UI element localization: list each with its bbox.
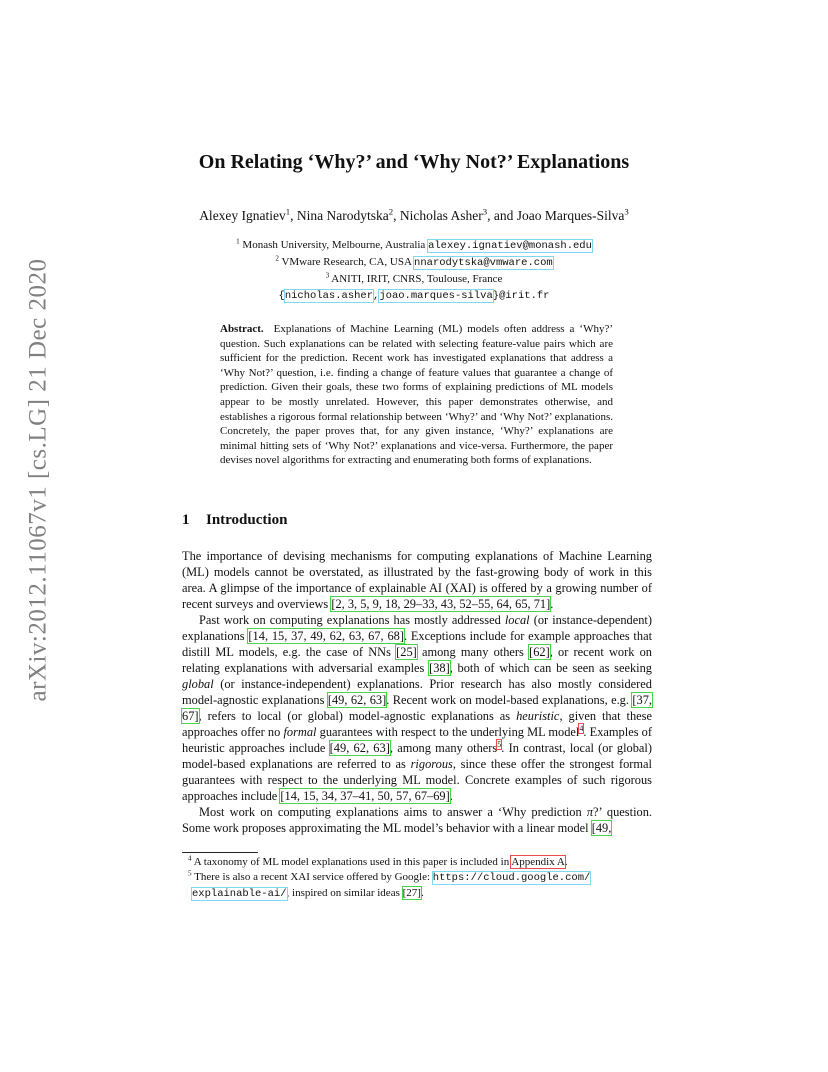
paper-title: On Relating ‘Why?’ and ‘Why Not?’ Explanations (198, 151, 630, 173)
emphasis: heuristic (516, 709, 560, 723)
section-heading (182, 512, 287, 529)
affiliation-text: Monash University, Melbourne, Australia (242, 239, 429, 251)
affiliation-3-emails (0, 287, 828, 304)
author-list: Alexey Ignatiev$^1$, Nina Narodytska$^2$, Nicholas Asher$^3$, and Joao Marques-Silva$^3$ (199, 206, 629, 223)
footnote-text: . (420, 887, 424, 899)
text-run: Past work on computing explanations has mostly addressed (199, 613, 505, 627)
affiliation-sup: 1 (236, 237, 240, 246)
citation-link[interactable]: [49, 62, 63] (327, 693, 387, 707)
author-name: Nina Narodytska (296, 208, 389, 223)
text-run: (or instance-dependent) explanations (182, 613, 652, 643)
text-run: , or recent work on relating explanations with adversarial examples (182, 645, 652, 675)
footnote-ref[interactable]: 4 (579, 723, 584, 733)
footnote-text: . (564, 856, 568, 868)
url-link[interactable]: explainable-ai/ (192, 888, 287, 900)
citation-link[interactable]: [38] (429, 661, 450, 675)
text-run: . In contrast, local (or global) model-based explanations are referred to as (182, 741, 652, 771)
citation-link[interactable]: [25] (396, 645, 417, 659)
affiliation-3 (0, 271, 828, 287)
footnote-number: 4 (188, 854, 192, 863)
body-text (182, 548, 652, 836)
email-link[interactable]: nnarodytska@vmware.com (414, 257, 553, 269)
math-symbol: π (586, 805, 594, 819)
text-run: The importance of devising mechanisms for computing explanations of Machine Learning (ML) models cannot be overstated, as illustrated by the fast-growing body of work in this area. A glimpse of the importance of explainable AI (XAI) is offered by a growing number of recent surveys and overviews (182, 549, 652, 611)
text-run: ?’ question. Some work proposes approximating the ML model’s behavior with a linear model (182, 805, 653, 835)
text-run: , refers to local (or global) model-agnostic explanations as (198, 709, 517, 723)
footnote-text: There is also a recent XAI service offered by Google: (191, 871, 433, 883)
arxiv-identifier (18, 258, 58, 702)
author-affil-sup: 3 (482, 206, 488, 217)
emphasis: global (182, 677, 214, 691)
abstract (220, 322, 613, 468)
citation-link[interactable]: [49, (591, 821, 612, 835)
text-run: . Exceptions include for example approaches that distill ML models, e.g. the case of NNs (182, 629, 653, 659)
text-run: . Recent work on model-based explanations, e.g. (386, 693, 633, 707)
text-run: . Examples of heuristic approaches include (182, 725, 652, 755)
paragraph (182, 612, 652, 804)
email-link[interactable]: joao.marques-silva (379, 290, 493, 302)
footnote-rule (182, 852, 258, 853)
text-run: , since these offer the strongest formal guarantees with respect to the underlying ML model. Concrete examples of such rigorous approaches include (182, 757, 652, 803)
citation-link[interactable]: [27] (402, 887, 421, 899)
affiliation-2 (0, 254, 828, 271)
citation-link[interactable]: [37, 67] (182, 693, 652, 723)
section-number: 1 (182, 512, 190, 528)
text-run: guarantees with respect to the underlying ML model (316, 725, 580, 739)
email-brace: { (278, 290, 285, 302)
text-run: among many others (416, 645, 530, 659)
author-name: Nicholas Asher (399, 208, 483, 223)
author-name: Alexey Ignatiev (199, 208, 286, 223)
text-run: Most work on computing explanations aims to answer a ‘Why prediction (199, 805, 587, 819)
emphasis: formal (283, 725, 317, 739)
affiliation-sup: 3 (325, 271, 330, 280)
email-domain: }@irit.fr (492, 290, 550, 302)
text-run: , both of which can be seen as seeking (449, 661, 652, 675)
footnote-text: A taxonomy of ML model explanations used in this paper is included in (191, 856, 512, 868)
text-run: . (449, 789, 453, 803)
affiliation-text: VMware Research, CA, USA (281, 256, 415, 268)
footnote-5-cont (182, 886, 652, 902)
arxiv-identifier-text: arXiv:2012.11067v1 [cs.LG] 21 Dec 2020 (24, 258, 51, 702)
footnote-4 (182, 855, 652, 870)
text-run: (or instance-independent) explanations. Prior research has also mostly considered model-agnostic explanations (182, 677, 652, 707)
citation-link[interactable]: [62] (529, 645, 550, 659)
paragraph (182, 804, 652, 836)
affiliations (0, 237, 828, 304)
emphasis: rigorous (410, 757, 453, 771)
paragraph (182, 548, 652, 612)
abstract-label: Abstract. (220, 323, 264, 335)
footnote-number: 5 (188, 869, 192, 878)
footnote-ref[interactable]: 5 (497, 739, 502, 749)
author-affil-sup: 1 (285, 206, 291, 217)
section-title: Introduction (206, 512, 288, 528)
email-separator: , (373, 290, 380, 302)
citation-link[interactable]: [49, 62, 63] (329, 741, 390, 755)
affiliation-text: ANITI, IRIT, CNRS, Toulouse, France (331, 273, 503, 285)
affiliation-sup: 2 (275, 254, 279, 263)
footnotes (182, 855, 652, 902)
email-link[interactable]: nicholas.asher (284, 290, 374, 302)
citation-link[interactable]: [14, 15, 37, 49, 62, 63, 67, 68] (248, 629, 404, 643)
text-run: , among many others (389, 741, 498, 755)
affiliation-1 (0, 237, 828, 254)
footnote-text: , inspired on similar ideas (286, 887, 403, 899)
abstract-text: Explanations of Machine Learning (ML) models often address a ‘Why?’ question. Such explanations can be related with selecting feature-value pairs which are sufficient for the prediction. Recent work has investigated explanations that address a ‘Why Not?’ question, i.e. finding a change of feature values that guarantee a change of prediction. Given their goals, these two forms of explaining predictions of ML models appear to be mostly unrelated. However, this paper demonstrates otherwise, and establishes a rigorous formal relationship between ‘Why?’ and ‘Why Not?’ explanations. Concretely, the paper proves that, for any given instance, ‘Why?’ explanations are minimal hitting sets of ‘Why Not?’ explanations and vice-versa. Furthermore, the paper devises novel algorithms for extracting and enumerating both forms of explanations. (220, 323, 614, 467)
citation-link[interactable]: [2, 3, 5, 9, 18, 29–33, 43, 52–55, 64, 65, 71] (331, 597, 551, 611)
author-name: Joao Marques-Silva (516, 208, 625, 223)
emphasis: local (504, 613, 530, 627)
url-link[interactable]: https://cloud.google.com/ (432, 872, 591, 884)
email-link[interactable]: alexey.ignatiev@monash.edu (428, 240, 592, 252)
author-affil-sup: 3 (624, 206, 629, 217)
text-run: . (550, 597, 554, 611)
appendix-link[interactable]: Appendix A (511, 856, 565, 868)
text-run: , given that these approaches offer no (182, 709, 652, 739)
citation-link[interactable]: [14, 15, 34, 37–41, 50, 57, 67–69] (280, 789, 450, 803)
author-affil-sup: 2 (388, 206, 394, 217)
footnote-5 (182, 870, 652, 886)
